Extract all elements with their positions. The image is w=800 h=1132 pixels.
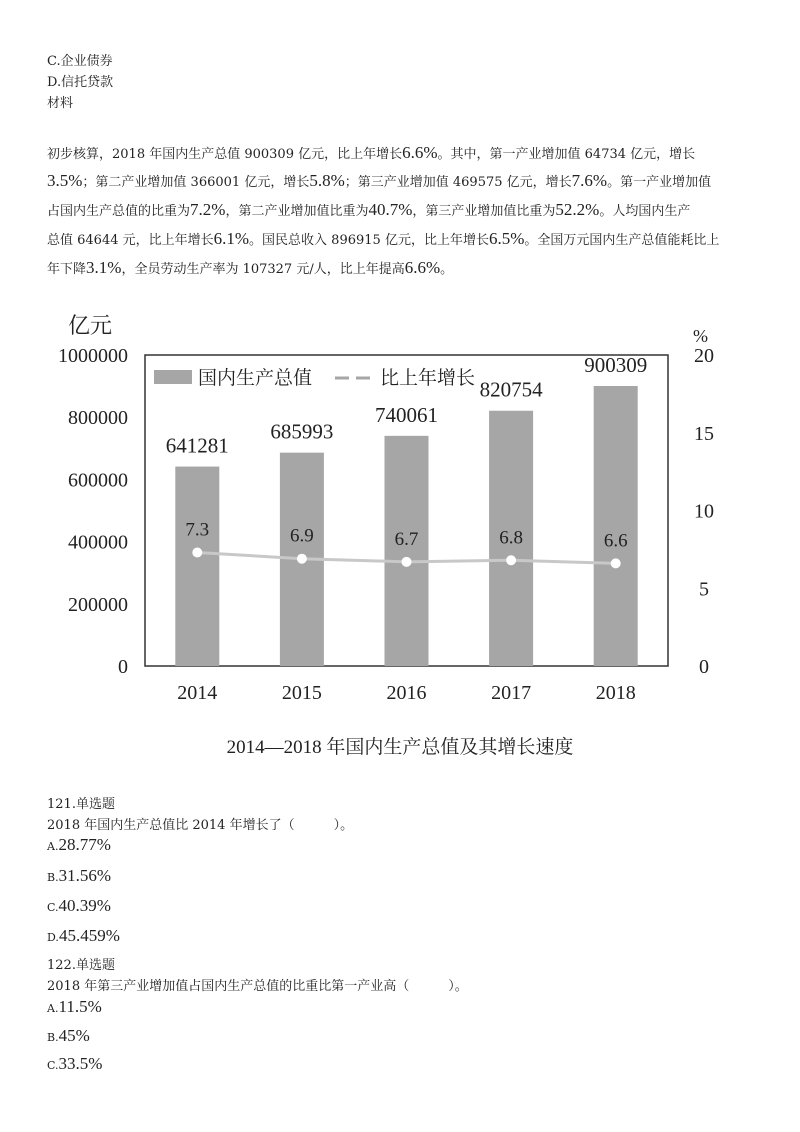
para-text: ，全员劳动生产率为 107327 元/人，比上年提高 [121,262,405,277]
option-value: 45% [58,1026,90,1045]
para-percent: 40.7% [368,200,413,219]
option-key: B. [47,1031,59,1044]
growth-point-2017 [506,555,516,565]
legend-bar-swatch [154,370,192,384]
option-key: A. [47,1002,59,1015]
growth-point-2015 [297,554,307,564]
q121-header: 121.单选题 [47,797,115,812]
para-percent: 3.5% [47,171,83,190]
para-text: 。人均国内生产 [599,204,691,219]
x-tick-label: 2014 [177,682,218,704]
x-tick-label: 2015 [281,682,322,704]
para-text: 。其中，第一产业增加值 64734 亿元，增长 [437,147,696,162]
bar-value-label: 685993 [270,419,334,444]
growth-value-label: 6.7 [394,528,419,550]
q121-option-a[interactable] [47,835,111,855]
growth-point-2018 [611,558,621,568]
para-text: ；第三产业增加值 469575 亿元，增长 [344,175,572,190]
growth-point-2016 [402,557,412,567]
para-text: 初步核算，2018 年国内生产总值 900309 亿元，比上年增长 [47,147,403,162]
growth-value-label: 6.9 [290,525,314,547]
option-value: 40.39% [58,896,111,915]
option-value: 31.56% [58,866,112,885]
para-text: ，第二产业增加值比重为 [225,204,369,219]
x-tick-label: 2018 [595,682,636,704]
growth-value-label: 6.8 [499,527,523,549]
growth-point-2014 [192,547,202,557]
y-left-tick-label: 800000 [68,407,128,430]
y-right-tick-label: 15 [694,422,714,445]
para-text: 年下降 [47,262,87,277]
q122-stem: 2018 年第三产业增加值占国内生产总值的比重比第一产业高（ ）。 [47,979,468,994]
y-right-tick-label: 5 [699,578,709,601]
q122-option-c[interactable] [47,1054,102,1074]
para-percent: 6.5% [488,229,525,248]
option-key: B. [47,871,59,884]
para-percent: 3.1% [86,258,122,277]
y-axis-left-label: 亿元 [68,313,113,338]
q121-option-d[interactable] [47,926,120,946]
y-right-tick-label: 0 [699,656,709,678]
para-text: 。第一产业增加值 [607,175,712,190]
q122-option-a[interactable] [47,997,102,1017]
q121-option-c[interactable] [47,896,111,916]
growth-value-label: 6.6 [603,530,628,552]
material-label: 材料 [47,96,74,111]
y-left-tick-label: 0 [118,656,128,678]
legend-line-label: 比上年增长 [380,368,476,389]
para-text: ，第三产业增加值比重为 [412,204,556,219]
option-value: 11.5% [58,997,102,1016]
gdp-chart [0,300,800,770]
option-d-text: D.信托贷款 [47,75,114,90]
chart-title: 2014—2018 年国内生产总值及其增长速度 [226,737,574,758]
y-right-tick-label: 10 [694,500,714,523]
para-text: 。 [440,262,454,277]
para-text: 。全国万元国内生产总值能耗比上 [524,233,720,248]
q121-option-b[interactable] [47,866,111,886]
bar-value-label: 820754 [479,377,543,402]
para-percent: 6.1% [213,229,250,248]
y-left-tick-label: 400000 [68,531,128,554]
option-key: A. [47,840,59,853]
para-text: 占国内生产总值的比重为 [47,204,191,219]
bar-2014 [175,467,219,666]
growth-value-label: 7.3 [185,519,210,541]
para-text: 总值 64644 元，比上年增长 [47,233,214,248]
bar-value-label: 641281 [165,433,229,458]
legend [154,367,475,389]
para-percent: 7.6% [571,171,608,190]
option-key: C. [47,901,59,914]
option-value: 33.5% [58,1054,103,1073]
para-percent: 7.2% [190,200,226,219]
q122-header: 122.单选题 [47,958,115,973]
option-c-text: C.企业债券 [47,54,113,69]
para-percent: 6.6% [404,258,441,277]
bar-value-label: 740061 [375,402,438,427]
y-left-tick-label: 600000 [68,469,128,492]
y-left-tick-label: 1000000 [58,345,128,367]
option-key: D. [47,931,59,944]
option-key: C. [47,1059,59,1072]
x-tick-label: 2016 [386,682,427,704]
legend-bar-label: 国内生产总值 [198,368,313,389]
bar-2018 [594,386,638,666]
x-tick-label: 2017 [491,682,532,704]
q121-stem: 2018 年国内生产总值比 2014 年增长了（ ）。 [47,818,354,833]
y-left-tick-label: 200000 [68,593,128,616]
y-right-tick-label: 20 [694,345,714,367]
para-text: 。国民总收入 896915 亿元，比上年增长 [249,233,489,248]
para-percent: 52.2% [555,200,600,219]
para-text: ；第二产业增加值 366001 亿元，增长 [82,175,310,190]
option-value: 45.459% [58,926,120,945]
bar-2016 [385,436,429,666]
para-percent: 5.8% [309,171,345,190]
option-value: 28.77% [58,835,111,854]
para-percent: 6.6% [402,143,438,162]
q122-option-b[interactable] [47,1026,90,1046]
y-axis-right-label: % [693,326,708,346]
bar-value-label: 900309 [584,353,648,378]
